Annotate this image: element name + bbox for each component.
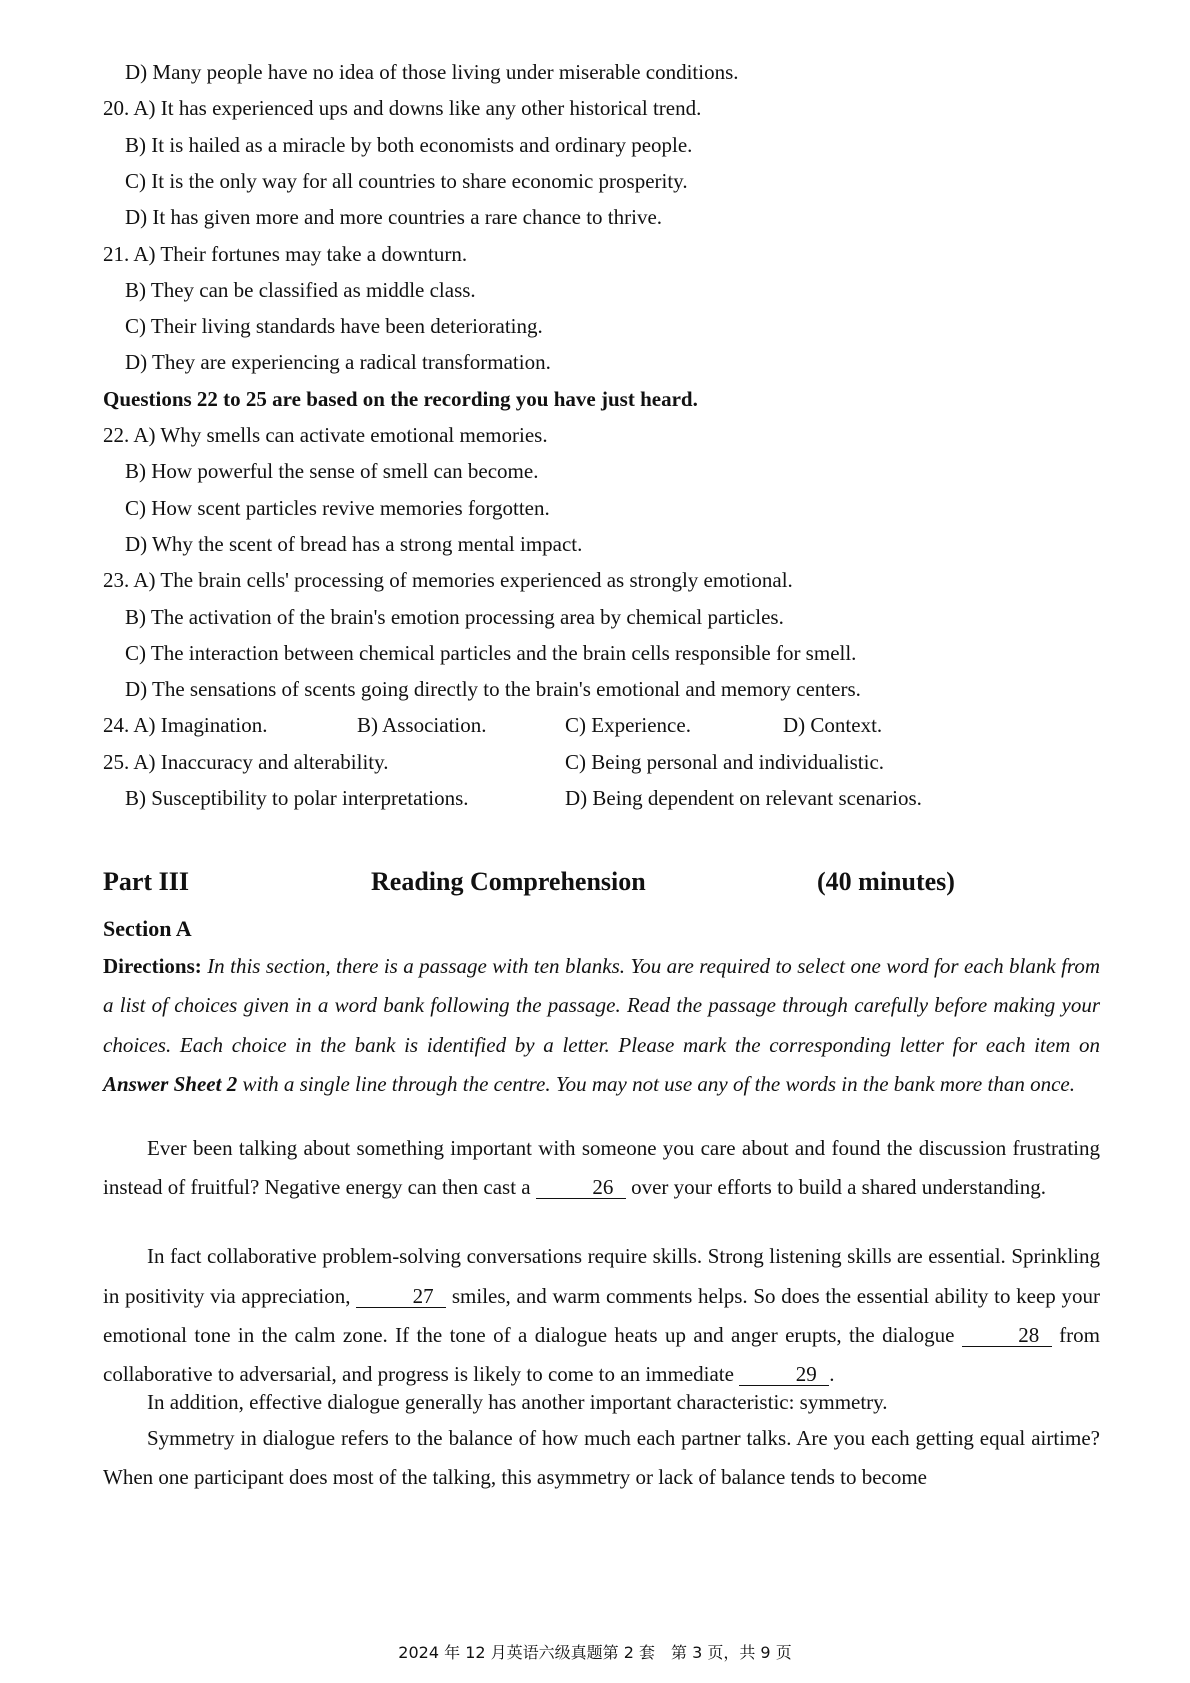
directions bbox=[103, 947, 1100, 1104]
answer-sheet-ref: Answer Sheet 2 bbox=[103, 1071, 238, 1096]
passage-paragraph-3: In addition, effective dialogue generally has another important characteristic: symmetry. bbox=[147, 1389, 888, 1414]
q25-option-c: C) Being personal and individualistic. bbox=[565, 749, 885, 774]
blank-26: 26 bbox=[536, 1176, 626, 1199]
q21-option-a: 21. A) Their fortunes may take a downturn. bbox=[103, 241, 468, 266]
passage-paragraph-1: Ever been talking about something important with someone you care about and found the discussion frustrating instead of fruitful? Negative energy can then cast a 26 over your efforts to build a shared understanding. bbox=[103, 1135, 1100, 1199]
q24-option-c: C) Experience. bbox=[565, 713, 691, 738]
q20-option-b: B) It is hailed as a miracle by both economists and ordinary people. bbox=[125, 132, 693, 157]
q24-option-a: 24. A) Imagination. bbox=[103, 713, 268, 738]
section-heading: Section A bbox=[103, 916, 192, 941]
q22-option-d: D) Why the scent of bread has a strong mental impact. bbox=[125, 531, 583, 556]
q22-option-c: C) How scent particles revive memories forgotten. bbox=[125, 495, 550, 520]
passage-paragraph-2: In fact collaborative problem-solving conversations require skills. Strong listening skills are essential. Sprinkling in positivity via appreciation, 27 smiles, and warm comments helps. So does the essential ability to keep your emotional tone in the calm zone. If the tone of a dialogue heats up and anger erupts, the dialogue 28 from collaborative to adversarial, and progress is likely to come to an immediate 29 . bbox=[103, 1244, 1100, 1387]
q25-option-b: B) Susceptibility to polar interpretations. bbox=[125, 786, 469, 810]
directions-text-end: with a single line through the centre. You may not use any of the words in the bank more than once. bbox=[237, 1071, 1075, 1096]
directions-label: Directions: bbox=[103, 954, 202, 978]
q21-option-c: C) Their living standards have been deteriorating. bbox=[125, 314, 543, 339]
part-title: Reading Comprehension bbox=[371, 867, 646, 896]
page-footer: 2024 年 12 月英语六级真题第 2 套 第 3 页，共 9 页 bbox=[398, 1643, 792, 1662]
directions-text: In this section, there is a passage with ten blanks. You are required to select one word for each blank from a list of choices given in a word bank following the passage. Read the passage through carefully before making your choices. Each choice in the bank is identified by a letter. Please mark the corresponding letter for each item on bbox=[103, 954, 1100, 1057]
q22-option-a: 22. A) Why smells can activate emotional memories. bbox=[103, 423, 548, 447]
part-time: (40 minutes) bbox=[817, 867, 955, 896]
q21-option-b: B) They can be classified as middle class. bbox=[125, 277, 476, 302]
q23-option-a: 23. A) The brain cells' processing of memories experienced as strongly emotional. bbox=[103, 568, 793, 593]
q20-option-d: D) It has given more and more countries a rare chance to thrive. bbox=[125, 205, 663, 230]
blank-27: 27 bbox=[356, 1285, 446, 1308]
part-label: Part III bbox=[103, 867, 189, 896]
q24-option-d: D) Context. bbox=[783, 713, 883, 738]
q20-option-a: 20. A) It has experienced ups and downs like any other historical trend. bbox=[103, 96, 702, 121]
q22-option-b: B) How powerful the sense of smell can become. bbox=[125, 459, 539, 484]
q25-option-a: 25. A) Inaccuracy and alterability. bbox=[103, 749, 389, 774]
q20-option-c: C) It is the only way for all countries to share economic prosperity. bbox=[125, 168, 688, 193]
q23-option-d: D) The sensations of scents going directly to the brain's emotional and memory centers. bbox=[125, 677, 861, 702]
passage-paragraph-4: Symmetry in dialogue refers to the balance of how much each partner talks. Are you each getting equal airtime? When one participant does most of the talking, this asymmetry or lack of balance tends to become bbox=[103, 1425, 1100, 1490]
q21-option-d: D) They are experiencing a radical transformation. bbox=[125, 350, 551, 375]
q19-option-d: D) Many people have no idea of those living under miserable conditions. bbox=[125, 60, 739, 84]
q24-option-b: B) Association. bbox=[357, 713, 487, 738]
question-group-heading: Questions 22 to 25 are based on the recording you have just heard. bbox=[103, 386, 698, 411]
q23-option-b: B) The activation of the brain's emotion processing area by chemical particles. bbox=[125, 604, 784, 629]
blank-29: 29 bbox=[739, 1363, 829, 1386]
blank-28: 28 bbox=[962, 1324, 1052, 1347]
q23-option-c: C) The interaction between chemical particles and the brain cells responsible for smell. bbox=[125, 640, 857, 665]
q25-option-d: D) Being dependent on relevant scenarios. bbox=[565, 786, 922, 810]
